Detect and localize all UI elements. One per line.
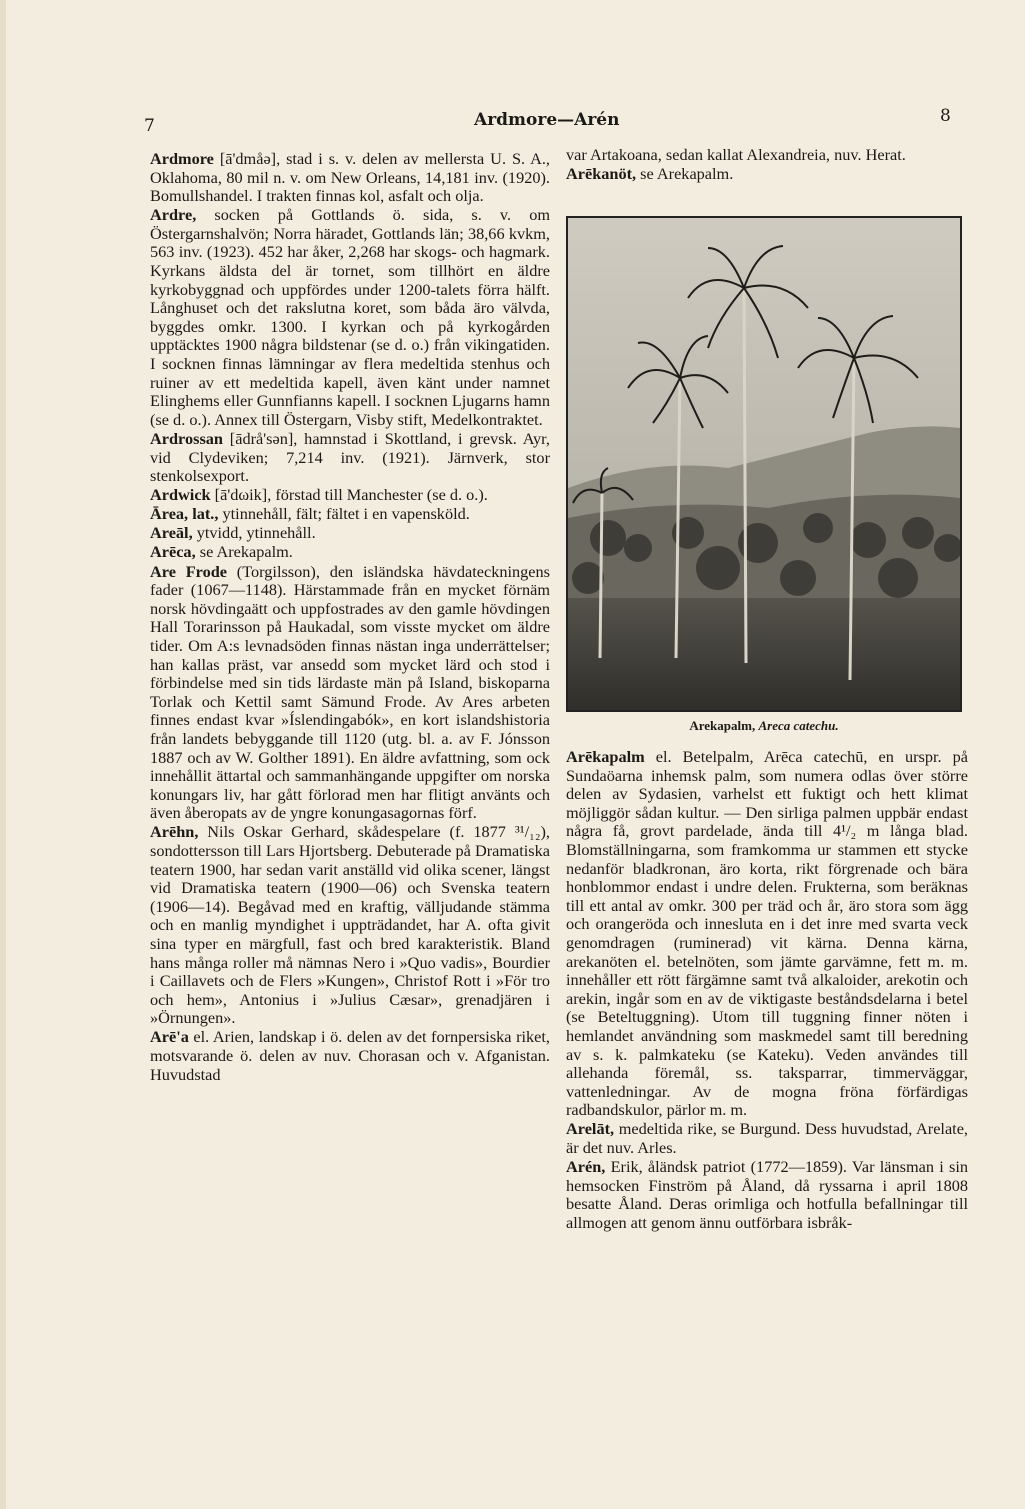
entry-headword: Are Frode [150,561,227,581]
page-edge [0,0,6,1509]
page-number-right: 8 [940,106,951,126]
entry-text: el. Betelpalm, Arēca catechū, en urspr. på Sundaöarna inhemsk palm, som numera odlas över större delen av Sydasien, varhelst ett fuktigt och hett klimat möjliggör sådan kultur. — Den sirliga palmen uppbär endast några få, grovt pardelade, ända till 4¹/₂ m långa blad. Blomställningarna, som framkomma ur stammen ett stycke nedanför bladkronan, äro korta, rikt förgrenade och bära honblommor endast i undre delen. Frukterna, som beräknas till ett antal av omkr. 300 per träd och år, äro stora som ägg och orangeröda och innesluta en i det inre med svarta veck genomdragen (ruminerad) vit kärna. Denna kärna, arekanöten el. betelnöten, som jämte garvämne, fett m. m. innehåller ett rött färgämne samt två alkaloider, arekotin och arekin, ingår som en av de viktigaste beståndsdelarna i betel (se Beteltuggning). Utom till tuggning finner nöten i hemlandet användning som maskmedel samt till beredning av s. k. palmkateku (se Kateku). Veden användes till allehanda föremål, ss. taksparrar, timmerväggar, vattenledningar. Av de mogna fröna förfärdigas radbandskulor, pärlor m. m. [566,747,968,1120]
entry-text: [ā'dωik], förstad till Manchester (se d. o.). [210,485,488,505]
entry-headword: Ardwick [150,485,211,505]
caption-italic: Areca catechu. [758,718,839,733]
entry-headword: Areāl, [150,523,193,543]
dictionary-entry [150,505,550,524]
dictionary-entry [150,1028,550,1084]
dictionary-entry [150,524,550,543]
entry-text: ytvidd, ytinnehåll. [192,523,316,543]
entry-headword: Arelāt, [566,1119,615,1139]
entry-text: socken på Gottlands ö. sida, s. v. om Östergarnshalvön; Norra häradet, Gottlands län; 38,66 kvkm, 563 inv. (1923). 452 har åker, 2,268 har skogs- och hagmark. Kyrkans äldsta del är tornet, som tillhört en äldre kyrkobyggnad och uppfördes under 1200-talets förra hälft. Långhuset och det rakslutna koret, som båda äro välvda, byggdes omkr. 1300. I kyrkan och på kyrkogården upptäcktes 1900 några bildstenar (se d. o.) från vikingatiden. I socknen finnas lämningar av flera medeltida stenhus och ruiner av ett medeltida kapell, även känt under namnet Elinghems eller Gunnfianns kapell. I socknen Ljugarns hamn (se d. o.). Annex till Östergarn, Visby stift, Medelkontraktet. [150,205,550,429]
palm-photo-illustration [568,218,960,710]
dictionary-entry [150,430,550,486]
page-header [0,100,1025,140]
dictionary-entry [150,486,550,505]
left-column [150,150,550,1085]
page-number-left: 7 [144,116,155,136]
entry-text: var Artakoana, sedan kallat Alexandreia, nuv. Herat. [566,145,906,164]
entry-text: se Arekapalm. [636,164,734,184]
entry-text: se Arekapalm. [195,542,293,562]
dictionary-entry [150,823,550,1028]
right-column-top [566,146,968,184]
right-column-bottom [566,748,968,1233]
entry-headword: Ardre, [150,205,197,225]
dictionary-entry [150,206,550,429]
dictionary-entry [566,1120,968,1157]
entry-headword: Arēhn, [150,822,199,842]
dictionary-entry [566,165,968,184]
entry-headword: Ardmore [150,149,214,168]
dictionary-entry [150,543,550,562]
entry-headword: Arén, [566,1157,606,1177]
entry-text: ytinnehåll, fält; fältet i en vapensköld. [218,504,470,524]
entry-text: el. Arien, landskap i ö. delen av det fornpersiska riket, motsvarande ö. delen av nuv. Chorasan och v. Afganistan. Huvudstad [150,1027,550,1084]
palm-photograph [566,216,962,712]
dictionary-entry [150,563,550,823]
dictionary-entry [566,146,968,165]
entry-headword: Arē'a [150,1027,189,1047]
entry-headword: Arēkapalm [566,747,645,766]
figure-caption [566,718,962,734]
entry-text: Erik, åländsk patriot (1772—1859). Var länsman i sin hemsocken Finström på Åland, då ryssarna i april 1808 besatte Åland. Deras orimliga och hotfulla befallningar till allmogen att genom ännu outförbara isbråk- [566,1157,968,1232]
entry-headword: Arēca, [150,542,196,562]
caption-text: Arekapalm, [689,718,759,733]
entry-text: Nils Oskar Gerhard, skådespelare (f. 1877 ³¹/₁₂), sondottersson till Lars Hjortsberg. Debuterade på Dramatiska teatern 1900, har sedan varit anställd vid olika scener, längst vid Dramatiska teatern (1900—06) och Svenska teatern (1906—14). Begåvad med en kraftig, välljudande stämma och en manlig myndighet i uppträdandet, har A. ofta givit sina typer en märgfull, fast och bred karakteristik. Bland hans många roller må nämnas Nero i »Quo vadis», Bourdier i Caillavets och de Flers »Kungen», Christof Rott i »För tro och hem», Antonius i »Julius Cæsar», grenadjären i »Örnungen». [150,822,550,1028]
entry-headword: Ardrossan [150,428,223,448]
entry-text: (Torgilsson), den isländska hävdateckningens fader (1067—1148). Härstammade från en mycket förnäm norsk hövdingaätt och uppfostrades av den gamle hövdingen Hall Torarinsson på Haukadal, som visste mycket om äldre tider. Om A:s levnadsöden finnas nästan inga underrättelser; han kallas präst, var ansedd som mycket lärd och stod i förbindelse med sin tids lärdaste män på Island, biskoparna Torlak och Kettil samt Sämund Frode. Av Ares arbeten finnes endast kvar »Íslendingabók», en kort islandshistoria från landets bebyggande till 1120 (utg. bl. a. av F. Jónsson 1887 och av W. Golther 1891). En äldre avfattning, som ock innehållit ättartal och sammanhängande uppgifter om norska konungars liv, har gått förlorad men har flitigt använts och även åberopats av de yngre konungasagornas förf. [150,561,550,823]
entry-text: [ādrå'sən], hamnstad i Skottland, i grevsk. Ayr, vid Clydeviken; 7,214 inv. (1921). Järnverk, stor stenkolsexport. [150,428,550,486]
entry-headword: Ārea, lat., [150,504,219,524]
dictionary-entry [150,150,550,206]
dictionary-entry [566,748,968,1120]
dictionary-entry [566,1158,968,1232]
entry-headword: Arēkanöt, [566,164,637,184]
entry-text: medeltida rike, se Burgund. Dess huvudstad, Arelate, är det nuv. Arles. [566,1119,968,1157]
running-title: Ardmore—Arén [474,110,620,130]
entry-text: [ā'dmåə], stad i s. v. delen av mellersta U. S. A., Oklahoma, 80 mil n. v. om New Orleans, 14,181 inv. (1920). Bomullshandel. I trakten finnas kol, asfalt och olja. [150,149,550,206]
